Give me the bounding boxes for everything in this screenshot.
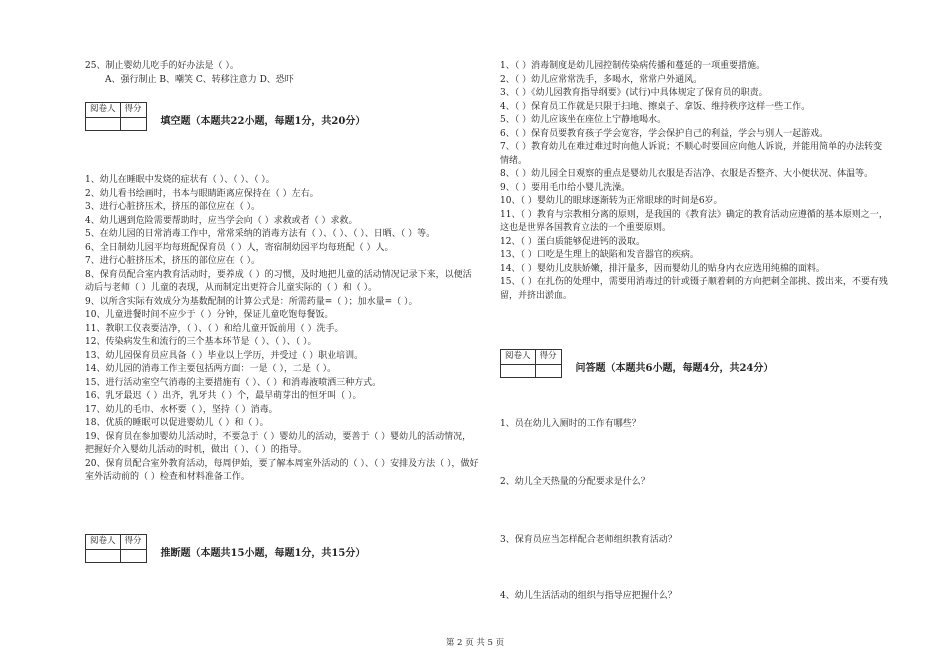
reviewer-label: 阅卷人 (86, 535, 121, 550)
reviewer-cell (86, 117, 121, 130)
fill-item: 3、进行心脏挤压术，挤压的部位应在（ ）。 (85, 202, 261, 212)
judge-item: 1、（ ）消毒制度是幼儿园控制传染病传播和蔓延的一项重要措施。 (500, 61, 766, 71)
judge-item: 2、（ ）幼儿应常常洗手，多喝水，常常户外通风。 (500, 74, 703, 85)
qa-section-title: 问答题（本题共6小题，每题4分，共24分） (575, 363, 774, 374)
score-label: 得分 (535, 350, 561, 365)
fill-item: 17、幼儿的毛巾、水杯要（ ），坚持（ ）消毒。 (85, 404, 278, 415)
fill-item: 12、传染病发生和流行的三个基本环节是（ ）、（ ）、（ ）。 (85, 337, 317, 347)
score-box (500, 349, 562, 378)
fill-item: 1、幼儿在睡眠中发烧的症状有（ ）、（ ）、（ ）。 (85, 175, 275, 185)
fill-item: 16、乳牙最迟（ ）出齐，乳牙共（ ）个，最早萌芽出的恒牙叫（ ）。 (85, 391, 362, 401)
judge-item: 8、（ ）幼儿园全日观察的重点是婴幼儿衣服是否洁净、衣服是否整齐、大小便状况、体温等。 (500, 169, 874, 179)
fill-item: 4、幼儿遇到危险需要帮助时，应当学会向（ ）求救或者（ ）求救。 (85, 215, 358, 226)
judge-item: 10、（ ）婴幼儿的眼球逐渐转为正常眼球的时间是6岁。 (500, 196, 723, 206)
score-label: 得分 (120, 103, 146, 118)
score-cell (120, 117, 146, 130)
fill-section-header (85, 102, 365, 131)
page-footer: 第 2 页 共 5 页 (445, 638, 505, 648)
fill-item: 7、进行心脏挤压术，挤压的部位应在（ ）。 (85, 256, 261, 266)
fill-item: 6、全日制幼儿园平均每班配保育员（ ）人，寄宿制幼园平均每班配（ ）人。 (85, 242, 394, 253)
score-box (85, 534, 147, 563)
judge-item: 15、（ ）在扎伤的处理中，需要用消毒过的针或镊子顺着刺的方向把刺全部挑、拨出来，不要有残留，并挤出淤血。 (500, 277, 888, 301)
judge-item: 6、（ ）保育员要教育孩子学会宽容，学会保护自己的利益，学会与别人一起游戏。 (500, 128, 829, 139)
qa-item: 1、员在幼儿入厕时的工作有哪些？ (500, 419, 641, 429)
qa-item: 3、保育员应当怎样配合老师组织教育活动？ (500, 535, 677, 545)
qa-section-header (500, 349, 773, 378)
fill-item: 10、儿童进餐时间不应少于（ ）分钟，保证儿童吃饱每餐饭。 (85, 310, 334, 320)
question-25-options: A、强行制止 B、嘲笑 C、转移注意力 D、恐吓 (105, 74, 294, 85)
fill-item: 5、在幼儿园的日常消毒工作中，常常采纳的消毒方法有（ ）、（ ）、（ ）、日晒、（ ）等。 (85, 229, 436, 239)
score-box (85, 102, 147, 131)
judge-item: 12、（ ）蛋白质能够促进钙的汲取。 (500, 236, 645, 247)
qa-item: 4、幼儿生活活动的组织与指导应把握什么？ (500, 591, 677, 601)
fill-item: 20、保育员配合室外教育活动，每周伊始，要了解本周室外活动的（ ）、（ ）安排及方法（ ），做好室外活动前的（ ）检查和材料准备工作。 (85, 458, 479, 482)
judge-item: 11、（ ）教育与宗教相分离的原则，是我国的《教育法》确定的教育活动应遵循的基本原则之一，这也是世界各国教育立法的一个重要原则。 (500, 209, 888, 233)
score-label: 得分 (120, 535, 146, 550)
fill-item: 18、优质的睡眠可以促进婴幼儿（ ）和（ ）。 (85, 418, 269, 428)
fill-item: 14、幼儿园的消毒工作主要包括两方面：一是（ ），二是（ ）。 (85, 364, 337, 374)
reviewer-label: 阅卷人 (86, 103, 121, 118)
fill-item: 13、幼儿园保育员应具备（ ）毕业以上学历，并受过（ ）职业培训。 (85, 350, 364, 361)
fill-item: 8、保育员配合室内教育活动时，要养成（ ）的习惯，及时地把儿童的活动情况记录下来，以便活动后与老师（ ）儿童的表现，从而制定出更符合儿童实际的（ ）和（ ）。 (85, 269, 472, 293)
judge-item: 14、（ ）婴幼儿皮肤娇嫩，排汗量多，因而婴幼儿的贴身内衣应选用纯棉的面料。 (500, 263, 825, 274)
judge-item: 9、（ ）要用毛巾给小婴儿洗澡。 (500, 182, 631, 193)
fill-item: 2、幼儿看书绘画时，书本与眼睛距离应保持在（ ）左右。 (85, 188, 319, 199)
judge-section-title: 推断题（本题共15小题，每题1分，共15分） (160, 548, 366, 559)
judge-section-header (85, 534, 365, 563)
question-25: 25、制止婴幼儿吃手的好办法是（ ）。 (85, 61, 239, 71)
judge-item: 3、（ ）《幼儿园教育指导纲要》(试行)中具体规定了保育员的职责。 (500, 88, 768, 98)
reviewer-cell (501, 364, 536, 377)
fill-item: 19、保育员在参加婴幼儿活动时，不要急于（ ）婴幼儿的活动，要善于（ ）婴幼儿的活动情况，把握好介入婴幼儿活动的时机，做出（ ）、（ ）的指导。 (85, 431, 472, 455)
judge-item: 5、（ ）幼儿应该坐在座位上宁静地喝水。 (500, 115, 667, 125)
fill-item: 15、进行活动室空气消毒的主要措施有（ ）、（ ）和消毒液喷洒三种方式。 (85, 377, 382, 388)
score-cell (120, 549, 146, 562)
fill-items (85, 174, 480, 485)
judge-item: 7、（ ）教育幼儿在难过难过时向他人诉说；不顺心时要回应向他人诉说，并能用简单的办法转变情绪。 (500, 142, 883, 166)
score-cell (535, 364, 561, 377)
fill-item: 9、以所含实际有效成分为基数配制的计算公式是：所需药量=（ ）；加水量=（ ）。 (85, 296, 418, 307)
fill-item: 11、教职工仪表要洁净，（ ）、（ ）和给儿童开饭前用（ ）洗手。 (85, 323, 344, 334)
qa-item: 2、幼儿全天热量的分配要求是什么？ (500, 477, 650, 487)
judge-item: 13、（ ）口吃是生理上的缺陷和发音器官的疾病。 (500, 250, 699, 260)
judge-items (500, 60, 890, 303)
reviewer-cell (86, 549, 121, 562)
judge-item: 4、（ ）保育员工作就是只限于扫地、擦桌子、拿饭、维持秩序这样一些工作。 (500, 101, 811, 112)
reviewer-label: 阅卷人 (501, 350, 536, 365)
fill-section-title: 填空题（本题共22小题，每题1分，共20分） (160, 116, 366, 127)
